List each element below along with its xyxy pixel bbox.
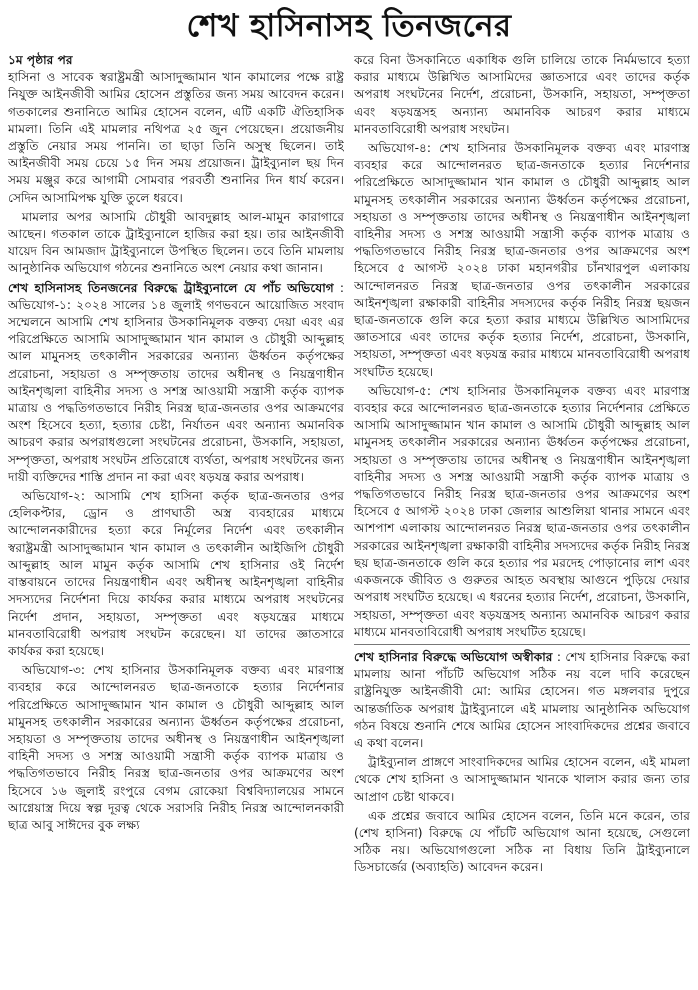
paragraph bbox=[8, 280, 344, 486]
paragraph-text: হাসিনা ও সাবেক স্বরাষ্ট্রমন্ত্রী আসাদুজ্জামান খান কামালের পক্ষে রাষ্ট্র নিযুক্ত আইনজীবী আমির হোসেন প্রস্তুতির জন্য সময় আবেদন করেন। গতকালের শুনানিতে আমির হোসেন বলেন, এটি একটি ঐতিহাসিক মামলা। তিনি এই মামলার নথিপত্র ২৫ জুন পেয়েছেন। প্রয়োজনীয় প্রস্তুতি নেয়ার সময় পাননি। তা ছাড়া তিনি অসুস্থ ছিলেন। তাই আইনজীবী সময় চেয়ে ১৫ দিন সময় প্রয়োজন। ট্রাইব্যুনাল ছয় দিন সময় মঞ্জুর করে আগামী সোমবার পরবর্তী শুনানির দিন ধার্য করেন। সেদিন আসামিপক্ষ যুক্তি তুলে ধরবে। bbox=[8, 70, 344, 205]
paragraph: অভিযোগ-৫: শেখ হাসিনার উসকানিমূলক বক্তব্য এবং মারণাস্ত্র ব্যবহার করে আন্দোলনরত ছাত্র-জনতাকে হত্যার নির্দেশনার প্রেক্ষিতে আসামি আসাদুজ্জামান খান কামাল ও আসামি চৌধুরী আব্দুল্লাহ আল মামুনসহ তৎকালীন সরকারের অন্যান্য ঊর্ধ্বতন কর্তৃপক্ষের প্ররোচনা, সহায়তা ও সম্পৃক্ততায় তাদের অধীনস্থ ও নিয়ন্ত্রণাধীন আইনশৃঙ্খলা বাহিনীর সদস্য ও সশস্ত্র আওয়ামী সন্ত্রাসী কর্তৃক ব্যাপক মাত্রায় ও পদ্ধতিগতভাবে নিরীহ নিরস্ত্র ছাত্র-জনতার ওপর আক্রমণের অংশ হিসেবে ৫ আগস্ট ২০২৪ ঢাকা জেলার আশুলিয়া থানার সামনে এবং আশপাশ এলাকায় আন্দোলনরত নিরস্ত্র ছাত্র-জনতার ওপর তৎকালীন সরকারের আইনশৃঙ্খলা রক্ষাকারী বাহিনীর সদস্যদের কর্তৃক নিরীহ নিরস্ত্র ছয় ছাত্র-জনতাকে গুলি করে হত্যার পর মরদেহ পোড়ানোর লাশ এবং একজনকে জীবিত ও গুরুতর আহত অবস্থায় আগুনে পুড়িয়ে দেয়ার অপরাধ সংঘটিত হয়েছে। এ ধরনের হত্যার নির্দেশ, প্ররোচনা, উসকানি, সহায়তা, সম্পৃক্ততা এবং ষড়যন্ত্রসহ অন্যান্য অমানবিক আচরণ করার মাধ্যমে মানবতাবিরোধী অপরাধ সংঘটিত হয়েছে। bbox=[354, 383, 690, 639]
paragraph-text: : শেখ হাসিনার বিরুদ্ধে করা মামলায় আনা পাঁচটি অভিযোগ সঠিক নয় বলে দাবি করেছেন রাষ্ট্রনিযুক্ত আইনজীবী মো: আমির হোসেন। গত মঙ্গলবার দুপুরে আন্তর্জাতিক অপরাধ ট্রাইব্যুনালে এই মামলায় আনুষ্ঠানিক অভিযোগ গঠন বিষয়ে শুনানি শেষে আমির হোসেন সাংবাদিকদের প্রশ্নের জবাবে এ কথা বলেন। bbox=[354, 649, 690, 750]
column-left bbox=[8, 52, 344, 986]
paragraph: অভিযোগ-২: আসামি শেখ হাসিনা কর্তৃক ছাত্র-জনতার ওপর হেলিকপ্টার, ড্রোন ও প্রাণঘাতী অস্ত্র ব্যবহারের মাধ্যমে আন্দোলনকারীদের হত্যা করে নির্মূলের নির্দেশ এবং তৎকালীন স্বরাষ্ট্রমন্ত্রী আসাদুজ্জামান খান কামাল ও তৎকালীন আইজিপি চৌধুরী আব্দুল্লাহ আল মামুন কর্তৃক আসামি শেখ হাসিনার ওই নির্দেশ বাস্তবায়নে তাদের নিয়ন্ত্রণাধীন এবং অধীনস্থ আইনশৃঙ্খলা বাহিনীর সদস্যদের নির্দেশনা দিয়ে কার্যকর করার মাধ্যমে অপরাধ সংঘটনের নির্দেশ প্রদান, সহায়তা, সম্পৃক্ততা এবং ষড়যন্ত্রের মাধ্যমে মানবতাবিরোধী অপরাধ সংঘটন করেছেন। যা তাদের জ্ঞাতসারে কার্যকর করা হয়েছে। bbox=[8, 489, 344, 658]
paragraph bbox=[354, 649, 690, 752]
paragraph: অভিযোগ-৪: শেখ হাসিনার উসকানিমূলক বক্তব্য এবং মারণাস্ত্র ব্যবহার করে আন্দোলনরত ছাত্র-জনতাকে হত্যার নির্দেশনার পরিপ্রেক্ষিতে আসাদুজ্জামান খান কামাল ও চৌধুরী আব্দুল্লাহ আল মামুনসহ তৎকালীন সরকারের অন্যান্য ঊর্ধ্বতন কর্তৃপক্ষের প্ররোচনা, সহায়তা ও সম্পৃক্ততায় তাদের অধীনস্থ ও নিয়ন্ত্রণাধীন আইনশৃঙ্খলা বাহিনীর সদস্য ও সশস্ত্র আওয়ামী সন্ত্রাসী কর্তৃক ব্যাপক মাত্রায় ও পদ্ধতিগতভাবে নিরীহ নিরস্ত্র ছাত্র-জনতার ওপর আক্রমণের অংশ হিসেবে ৫ আগস্ট ২০২৪ ঢাকা মহানগরীর চাঁনখারপুল এলাকায় আন্দোলনরত নিরস্ত্র ছাত্র-জনতার ওপর তৎকালীন সরকারের আইনশৃঙ্খলা রক্ষাকারী বাহিনীর সদস্যদের কর্তৃক নিরীহ নিরস্ত্র ছয়জন ছাত্র-জনতাকে গুলি করে হত্যা করার মাধ্যমে উল্লিখিত আসামিদের জ্ঞাতসারে এবং তাদের কর্তৃক হত্যার নির্দেশ, প্ররোচনা, উসকানি, সহায়তা, সম্পৃক্ততা এবং ষড়যন্ত্র করার মাধ্যমে মানবতাবিরোধী অপরাধ সংঘটিত হয়েছে। bbox=[354, 141, 690, 379]
continued-from-label: ১ম পৃষ্ঠার পর bbox=[8, 53, 73, 67]
paragraph: মামলার অপর আসামি চৌধুরী আবদুল্লাহ আল-মামুন কারাগারে আছেন। গতকাল তাকে ট্রাইব্যুনালে হাজির করা হয়। তার আইনজীবী যায়েদ বিন আমজাদ ট্রাইব্যুনালে উপস্থিত ছিলেন। তবে তিনি মামলায় আনুষ্ঠানিক অভিযোগ গঠনের শুনানিতে অংশ নেয়ার কথা জানান। bbox=[8, 209, 344, 276]
paragraph: ট্রাইব্যুনাল প্রাঙ্গণে সাংবাদিকদের আমির হোসেন বলেন, এই মামলা থেকে শেখ হাসিনা ও আসাদুজ্জামান খানকে খালাস করার জন্য তার আপ্রাণ চেষ্টা থাকবে। bbox=[354, 755, 690, 804]
paragraph bbox=[8, 52, 344, 207]
paragraph: অভিযোগ-৩: শেখ হাসিনার উসকানিমূলক বক্তব্য এবং মারণাস্ত্র ব্যবহার করে আন্দোলনরত ছাত্র-জনতাকে হত্যার নির্দেশনার পরিপ্রেক্ষিতে আসাদুজ্জামান খান কামাল ও চৌধুরী আব্দুল্লাহ আল মামুনসহ তৎকালীন সরকারের অন্যান্য ঊর্ধ্বতন কর্তৃপক্ষের প্ররোচনা, সহায়তা ও সম্পৃক্ততায় তাদের অধীনস্থ ও নিয়ন্ত্রণাধীন আইনশৃঙ্খলা বাহিনী সদস্য ও সশস্ত্র আওয়ামী সন্ত্রাসী কর্তৃক ব্যাপক মাত্রায় ও পদ্ধতিগতভাবে নিরীহ নিরস্ত্র ছাত্র-জনতার ওপর আক্রমণের অংশ হিসেবে ১৬ জুলাই রংপুরে বেগম রোকেয়া বিশ্ববিদ্যালয়ের সামনে আগ্নেয়াস্ত্র দিয়ে স্বল্প দূরত্ব থেকে সরাসরি নিরীহ নিরস্ত্র আন্দোলনকারী ছাত্র আবু সাঈদের বুক লক্ষ্য bbox=[8, 663, 344, 832]
subheading: শেখ হাসিনাসহ তিনজনের বিরুদ্ধে ট্রাইব্যুনালে যে পাঁচ অভিযোগ bbox=[8, 280, 334, 295]
paragraph-text: : অভিযোগ-১: ২০২৪ সালের ১৪ জুলাই গণভবনে আয়োজিত সংবাদ সম্মেলনে আসামি শেখ হাসিনার উসকানিমূলক বক্তব্য দেয়া এবং এর পরিপ্রেক্ষিতে আসামি আসাদুজ্জামান খান কামাল ও চৌধুরী আব্দুল্লাহ আল মামুনসহ তৎকালীন সরকারের অন্যান্য ঊর্ধ্বতন কর্তৃপক্ষের প্ররোচনা, সহায়তা ও সম্পৃক্ততায় তাদের অধীনস্থ ও নিয়ন্ত্রণাধীন আইনশৃঙ্খলা বাহিনীর সদস্য ও সশস্ত্র আওয়ামী সন্ত্রাসী কর্তৃক ব্যাপক মাত্রায় ও পদ্ধতিগতভাবে নিরীহ নিরস্ত্র ছাত্র-জনতার ওপর আক্রমণের অংশ হিসেবে হত্যা, হত্যার চেষ্টা, নির্যাতন এবং অন্যান্য অমানবিক আচরণ করার অপরাধগুলো সংঘটনের প্ররোচনা, উসকানি, সহায়তা, সম্পৃক্ততা, অপরাধ সংঘটন প্রতিরোধে ব্যর্থতা, অপরাধ সংঘটনের জন্য দায়ী ব্যক্তিদের শাস্তি প্রদান না করা এবং ষড়যন্ত্র করার অপরাধ। bbox=[8, 280, 344, 484]
article-columns bbox=[8, 52, 690, 986]
column-right bbox=[354, 52, 690, 986]
paragraph: এক প্রশ্নের জবাবে আমির হোসেন বলেন, তিনি মনে করেন, তার (শেখ হাসিনা) বিরুদ্ধে যে পাঁচটি অভিযোগ আনা হয়েছে, সেগুলো সঠিক নয়। অভিযোগগুলো সঠিক না বিধায় তিনি ট্রাইব্যুনালে ডিসচার্জের (অব্যাহতি) আবেদন করেন। bbox=[354, 808, 690, 875]
subheading: শেখ হাসিনার বিরুদ্ধে অভিযোগ অস্বীকার bbox=[354, 649, 553, 664]
section-divider bbox=[354, 644, 690, 645]
headline: শেখ হাসিনাসহ তিনজনের bbox=[186, 8, 512, 44]
paragraph: করে বিনা উসকানিতে একাধিক গুলি চালিয়ে তাকে নির্মমভাবে হত্যা করার মাধ্যমে উল্লিখিত আসামিদের জ্ঞাতসারে এবং তাদের কর্তৃক অপরাধ সংঘটনের নির্দেশ, প্ররোচনা, উসকানি, সহায়তা, সম্পৃক্ততা এবং ষড়যন্ত্রসহ অন্যান্য অমানবিক আচরণ করার মাধ্যমে মানবতাবিরোধী অপরাধ সংঘটন। bbox=[354, 53, 690, 136]
